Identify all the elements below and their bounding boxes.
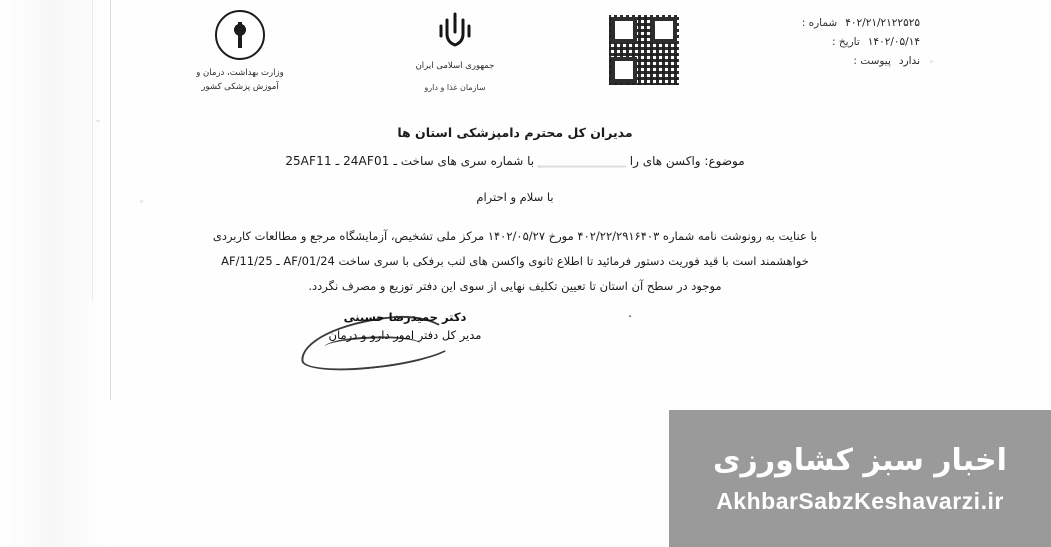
meta-row-number xyxy=(705,14,920,33)
letter-period-mark: . xyxy=(628,306,632,320)
letter-paragraph-line: خواهشمند است با قید فوریت دستور فرمائید تا اطلاع ثانوی واکسن های لنب برفکی با سری ساخت 24/AF/01 ـ 25/AF/11 xyxy=(221,254,809,268)
meta-row-date xyxy=(705,33,920,52)
ministry-seal-icon xyxy=(215,10,265,60)
iran-emblem-icon xyxy=(380,12,530,59)
site-name-en: AkhbarSabzKeshavarzi.ir xyxy=(716,487,1004,514)
emblem-caption-line1: جمهوری اسلامی ایران xyxy=(415,61,495,71)
letter-subject xyxy=(120,154,910,168)
subject-prefix: موضوع: واکسن های را xyxy=(629,154,745,168)
qr-finder-pattern xyxy=(611,57,637,83)
qr-code-icon xyxy=(608,14,680,86)
scan-edge-shadow xyxy=(0,0,112,547)
meta-value-number: ۴۰۲/۲۱/۲۱۲۲۵۲۵ xyxy=(845,17,920,29)
letterhead xyxy=(120,8,920,113)
national-emblem-block xyxy=(380,12,530,92)
scan-fold-line xyxy=(110,0,111,400)
signature-block xyxy=(290,310,520,342)
letter-body xyxy=(120,125,910,326)
scan-fold-line-secondary xyxy=(92,0,93,300)
site-branding-watermark xyxy=(669,410,1051,547)
organization-logo-block xyxy=(150,10,330,92)
meta-label-number: شماره : xyxy=(801,17,838,29)
letter-paragraph-line: موجود در سطح آن استان تا تعیین تکلیف نهایی از سوی این دفتر توزیع و مصرف نگردد. xyxy=(308,279,722,293)
letter-meta-block xyxy=(705,14,920,71)
organization-caption-line1: وزارت بهداشت، درمان و xyxy=(196,68,284,78)
meta-value-attachment: ندارد xyxy=(898,55,920,67)
signer-title: مدیر کل دفتر امور دارو و درمان xyxy=(328,328,482,342)
meta-label-date: تاریخ : xyxy=(832,36,860,48)
meta-row-attachment xyxy=(705,52,920,71)
meta-label-attachment: پیوست : xyxy=(853,55,891,67)
organization-caption-line2: آموزش پزشکی کشور xyxy=(201,82,279,92)
meta-value-date: ۱۴۰۲/۰۵/۱۴ xyxy=(867,36,920,48)
letter-paragraph-line: با عنایت به رونوشت نامه شماره ۴۰۲/۲۲/۲۹۱۶۴۰۳ مورخ ۱۴۰۲/۰۵/۲۷ مرکز ملی تشخیص، آزمایشگاه مرجع و مطالعات کاربردی xyxy=(212,229,818,243)
subject-redacted-text xyxy=(538,166,626,167)
letter-addressee: مدیران کل محترم دامپزشکی استان ها xyxy=(397,125,633,140)
scan-speckle xyxy=(96,120,100,122)
emblem-caption-line2: سازمان غذا و دارو xyxy=(424,83,486,92)
letter-salutation: با سلام و احترام xyxy=(476,190,554,204)
signer-name: دکتر حمیدرضا حسینی xyxy=(343,310,467,324)
site-name-fa: اخبار سبز کشاورزی xyxy=(713,442,1007,478)
scan-speckle xyxy=(930,60,933,63)
subject-suffix: با شماره سری های ساخت ـ 24AF01 ـ 25AF11 xyxy=(285,154,535,168)
